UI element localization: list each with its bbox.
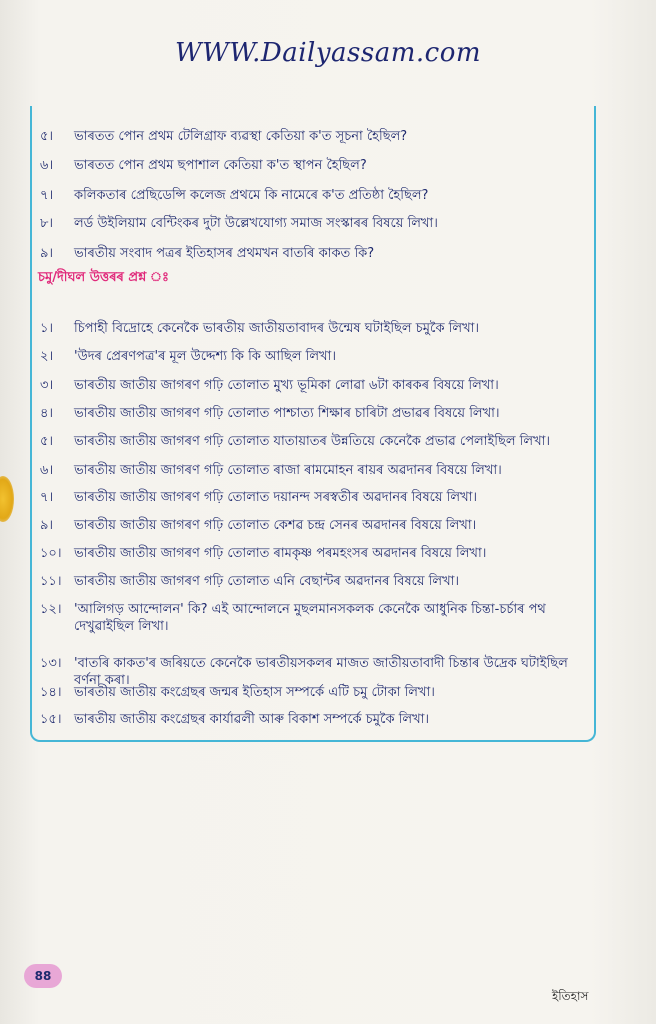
question-number: ১৩। bbox=[40, 656, 62, 671]
question-number: ৬। bbox=[40, 463, 54, 478]
list-item bbox=[40, 462, 590, 479]
question-number: ৭। bbox=[40, 490, 54, 505]
question-number: ৪। bbox=[40, 406, 54, 421]
question-text: ভাৰতীয় জাতীয় জাগৰণ গঢ়ি তোলাত ৰামকৃষ্ণ পৰমহংসৰ অৱদানৰ বিষয়ে লিখা। bbox=[74, 546, 487, 561]
list-item bbox=[40, 405, 590, 422]
list-item bbox=[40, 711, 590, 728]
question-text: ভাৰতীয় জাতীয় জাগৰণ গঢ়ি তোলাত ৰাজা ৰামমোহন ৰায়ৰ অৱদানৰ বিষয়ে লিখা। bbox=[74, 463, 502, 478]
list-item bbox=[40, 545, 590, 562]
question-number: ১। bbox=[40, 321, 54, 336]
question-text: ভাৰতীয় জাতীয় জাগৰণ গঢ়ি তোলাত কেশৱ চন্দ্ৰ সেনৰ অৱদানৰ বিষয়ে লিখা। bbox=[74, 518, 477, 533]
question-number: ১৫। bbox=[40, 712, 62, 727]
question-text: ভাৰতীয় জাতীয় কংগ্ৰেছৰ জন্মৰ ইতিহাস সম্পৰ্কে এটি চমু টোকা লিখা। bbox=[74, 685, 435, 700]
watermark: WWW.Dailyassam.com bbox=[174, 38, 482, 68]
question-text: ভাৰতীয় জাতীয় কংগ্ৰেছৰ কাৰ্যাৱলী আৰু বিকাশ সম্পৰ্কে চমুকৈ লিখা। bbox=[74, 712, 430, 727]
section-heading: চমু/দীঘল উত্তৰৰ প্ৰশ্ন ঃ bbox=[38, 270, 169, 285]
question-number: ৫। bbox=[40, 129, 54, 144]
question-text: ভাৰতীয় জাতীয় জাগৰণ গঢ়ি তোলাত দয়ানন্দ সৰস্বতীৰ অৱদানৰ বিষয়ে লিখা। bbox=[74, 490, 478, 505]
list-item bbox=[40, 320, 590, 337]
list-item bbox=[40, 215, 590, 232]
list-item bbox=[40, 433, 590, 450]
question-text: ভাৰতীয় জাতীয় জাগৰণ গঢ়ি তোলাত মুখ্য ভূমিকা লোৱা ৬টা কাৰকৰ বিষয়ে লিখা। bbox=[74, 378, 499, 393]
list-item bbox=[40, 489, 590, 506]
question-number: ২। bbox=[40, 349, 54, 364]
question-text: 'আলিগড় আন্দোলন' কি? এই আন্দোলনে মুছলমানসকলক কেনেকৈ আধুনিক চিন্তা-চৰ্চাৰ পথ দেখুৱাইছিল লিখা। bbox=[74, 602, 546, 634]
question-number: ৬। bbox=[40, 158, 54, 173]
question-number: ৯। bbox=[40, 518, 54, 533]
question-text: কলিকতাৰ প্ৰেছিডেন্সি কলেজ প্ৰথমে কি নামেৰে ক'ত প্ৰতিষ্ঠা হৈছিল? bbox=[74, 188, 429, 203]
list-item bbox=[40, 573, 590, 590]
question-number: ৮। bbox=[40, 216, 54, 231]
question-number: ৯। bbox=[40, 246, 54, 261]
question-text: ভাৰতীয় জাতীয় জাগৰণ গঢ়ি তোলাত এনি বেছান্টৰ অৱদানৰ বিষয়ে লিখা। bbox=[74, 574, 460, 589]
list-item bbox=[40, 187, 590, 204]
list-item bbox=[40, 377, 590, 394]
question-number: ৩। bbox=[40, 378, 54, 393]
question-text: ভাৰতীয় সংবাদ পত্ৰৰ ইতিহাসৰ প্ৰথমখন বাতৰি কাকত কি? bbox=[74, 246, 375, 261]
question-number: ১১। bbox=[40, 574, 62, 589]
question-text: লৰ্ড উইলিয়াম বেন্টিংকৰ দুটা উল্লেখযোগ্য সমাজ সংস্কাৰৰ বিষয়ে লিখা। bbox=[74, 216, 438, 231]
list-item bbox=[40, 245, 590, 262]
list-item bbox=[40, 348, 590, 365]
question-text: চিপাহী বিদ্ৰোহে কেনেকৈ ভাৰতীয় জাতীয়তাবাদৰ উন্মেষ ঘটাইছিল চমুকৈ লিখা। bbox=[74, 321, 480, 336]
question-number: ১৪। bbox=[40, 685, 62, 700]
question-number: ৫। bbox=[40, 434, 54, 449]
list-item bbox=[40, 601, 590, 635]
question-number: ১০। bbox=[40, 546, 62, 561]
question-text: ভাৰতত পোন প্ৰথম টেলিগ্ৰাফ ব্যৱস্থা কেতিয়া ক'ত সূচনা হৈছিল? bbox=[74, 129, 408, 144]
question-text: ভাৰতত পোন প্ৰথম ছপাশাল কেতিয়া ক'ত স্থাপন হৈছিল? bbox=[74, 158, 367, 173]
question-text: 'উদৰ প্ৰেৰণপত্ৰ'ৰ মূল উদ্দেশ্য কি কি আছিল লিখা। bbox=[74, 349, 336, 364]
question-text: 'বাতৰি কাকত'ৰ জৰিয়তে কেনেকৈ ভাৰতীয়সকলৰ মাজত জাতীয়তাবাদী চিন্তাৰ উদ্ৰেক ঘটাইছিল বৰ্ণনা কৰা। bbox=[74, 656, 568, 688]
question-number: ৭। bbox=[40, 188, 54, 203]
question-text: ভাৰতীয় জাতীয় জাগৰণ গঢ়ি তোলাত পাশ্চাত্য শিক্ষাৰ চাৰিটা প্ৰভাৱৰ বিষয়ে লিখা। bbox=[74, 406, 500, 421]
list-item bbox=[40, 157, 590, 174]
page-number-badge: 88 bbox=[24, 964, 62, 988]
question-number: ১২। bbox=[40, 602, 62, 617]
question-text: ভাৰতীয় জাতীয় জাগৰণ গঢ়ি তোলাত যাতায়াতৰ উন্নতিয়ে কেনেকৈ প্ৰভাৱ পেলাইছিল লিখা। bbox=[74, 434, 551, 449]
list-item bbox=[40, 517, 590, 534]
list-item bbox=[40, 128, 590, 145]
list-item bbox=[40, 684, 590, 701]
stain-mark bbox=[0, 476, 14, 522]
footer-subject: ইতিহাস bbox=[552, 989, 589, 1003]
